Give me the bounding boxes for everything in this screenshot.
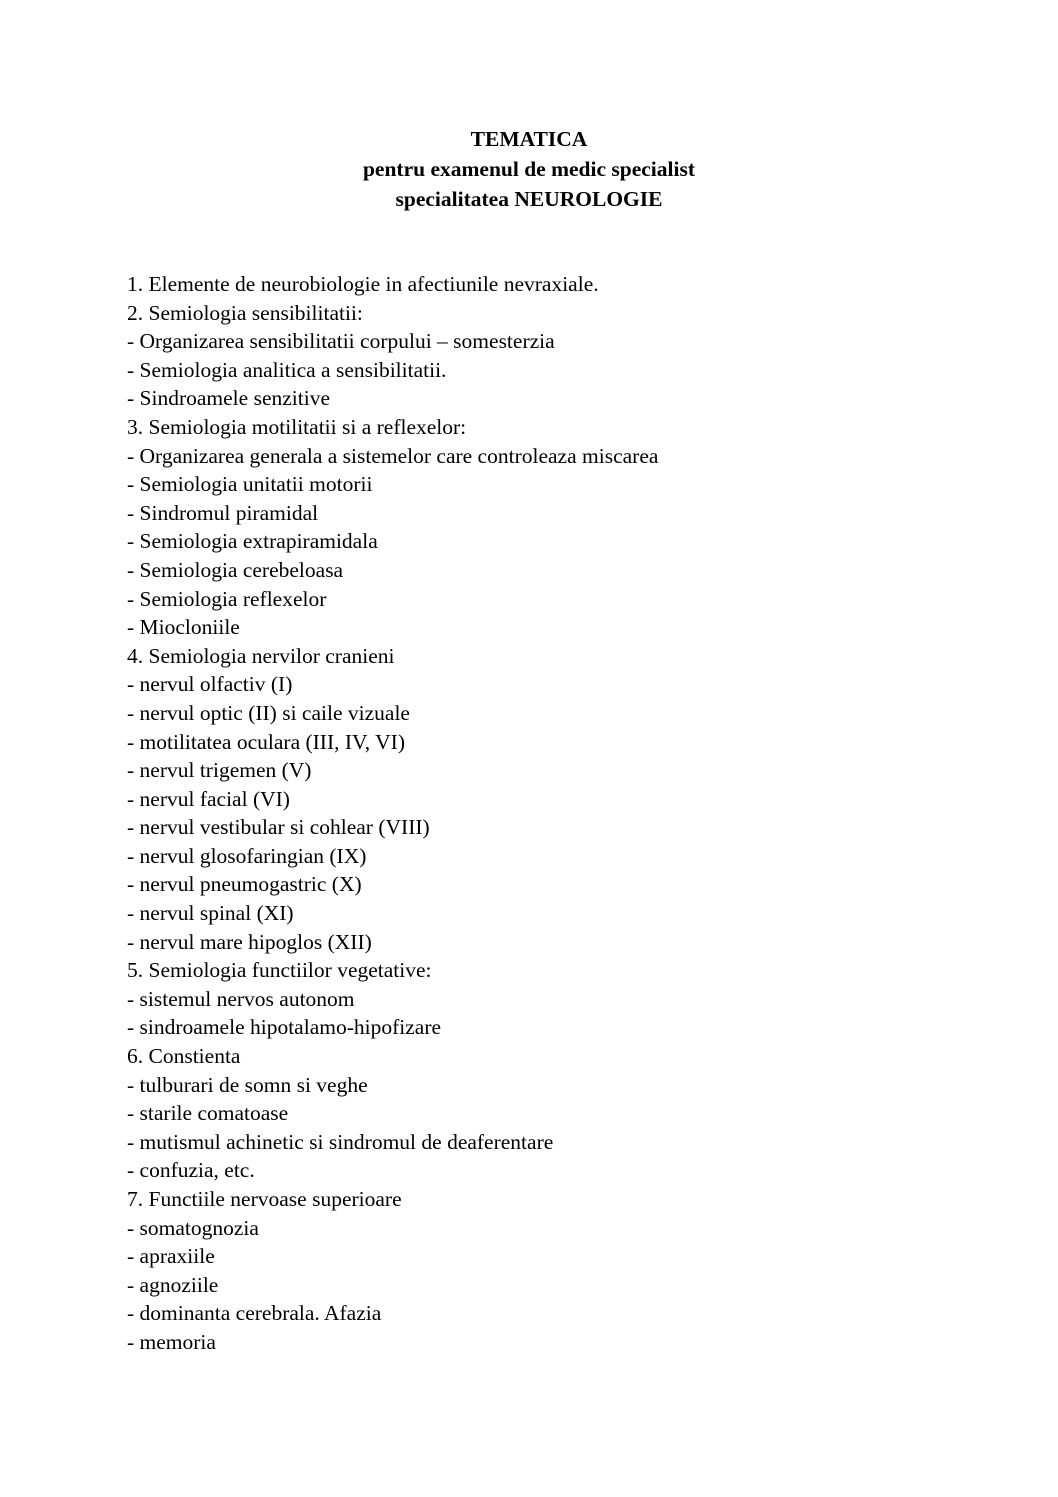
- list-item: - nervul optic (II) si caile vizuale: [127, 700, 410, 725]
- list-item: 3. Semiologia motilitatii si a reflexelor:: [127, 414, 467, 439]
- list-item: - Semiologia reflexelor: [127, 586, 327, 611]
- list-item: - apraxiile: [127, 1244, 215, 1269]
- list-item: - agnoziile: [127, 1272, 219, 1297]
- title-line-3: specialitatea NEUROLOGIE: [395, 187, 663, 211]
- list-item: - Sindromul piramidal: [127, 500, 319, 525]
- list-item: - Semiologia unitatii motorii: [127, 472, 373, 497]
- list-item: - nervul pneumogastric (X): [127, 872, 362, 897]
- list-item: - starile comatoase: [127, 1101, 289, 1126]
- list-item: - memoria: [127, 1329, 216, 1354]
- list-item: 6. Constienta: [127, 1044, 241, 1069]
- list-item: - somatognozia: [127, 1215, 259, 1240]
- list-item: - Miocloniile: [127, 615, 240, 640]
- list-item: - Semiologia extrapiramidala: [127, 529, 378, 554]
- list-item: 1. Elemente de neurobiologie in afectiunile nevraxiale.: [127, 272, 599, 296]
- list-item: - nervul olfactiv (I): [127, 672, 293, 697]
- list-item: - nervul trigemen (V): [127, 758, 312, 783]
- list-item: - nervul mare hipoglos (XII): [127, 929, 372, 954]
- list-item: - Semiologia cerebeloasa: [127, 557, 344, 582]
- list-item: - nervul vestibular si cohlear (VIII): [127, 815, 430, 840]
- list-item: - confuzia, etc.: [127, 1158, 255, 1183]
- topic-list: [127, 270, 658, 1357]
- list-item: - nervul facial (VI): [127, 786, 290, 811]
- list-item: 4. Semiologia nervilor cranieni: [127, 643, 395, 668]
- title-line-1: TEMATICA: [470, 127, 588, 151]
- list-item: - motilitatea oculara (III, IV, VI): [127, 729, 405, 754]
- list-item: 7. Functiile nervoase superioare: [127, 1187, 402, 1211]
- list-item: 2. Semiologia sensibilitatii:: [127, 300, 363, 325]
- list-item: - nervul glosofaringian (IX): [127, 843, 367, 868]
- list-item: 5. Semiologia functiilor vegetative:: [127, 958, 432, 983]
- list-item: - dominanta cerebrala. Afazia: [127, 1301, 382, 1326]
- list-item: - Semiologia analitica a sensibilitatii.: [127, 357, 447, 382]
- list-item: - sindroamele hipotalamo-hipofizare: [127, 1015, 442, 1040]
- list-item: - sistemul nervos autonom: [127, 986, 355, 1011]
- list-item: - tulburari de somn si veghe: [127, 1072, 368, 1097]
- document-title: [0, 124, 1058, 214]
- list-item: - nervul spinal (XI): [127, 901, 294, 926]
- list-item: - Organizarea generala a sistemelor care controleaza miscarea: [127, 443, 659, 468]
- list-item: - Organizarea sensibilitatii corpului – somesterzia: [127, 329, 555, 354]
- title-line-2: pentru examenul de medic specialist: [362, 157, 696, 181]
- list-item: - Sindroamele senzitive: [127, 386, 330, 411]
- list-item: - mutismul achinetic si sindromul de deaferentare: [127, 1129, 554, 1154]
